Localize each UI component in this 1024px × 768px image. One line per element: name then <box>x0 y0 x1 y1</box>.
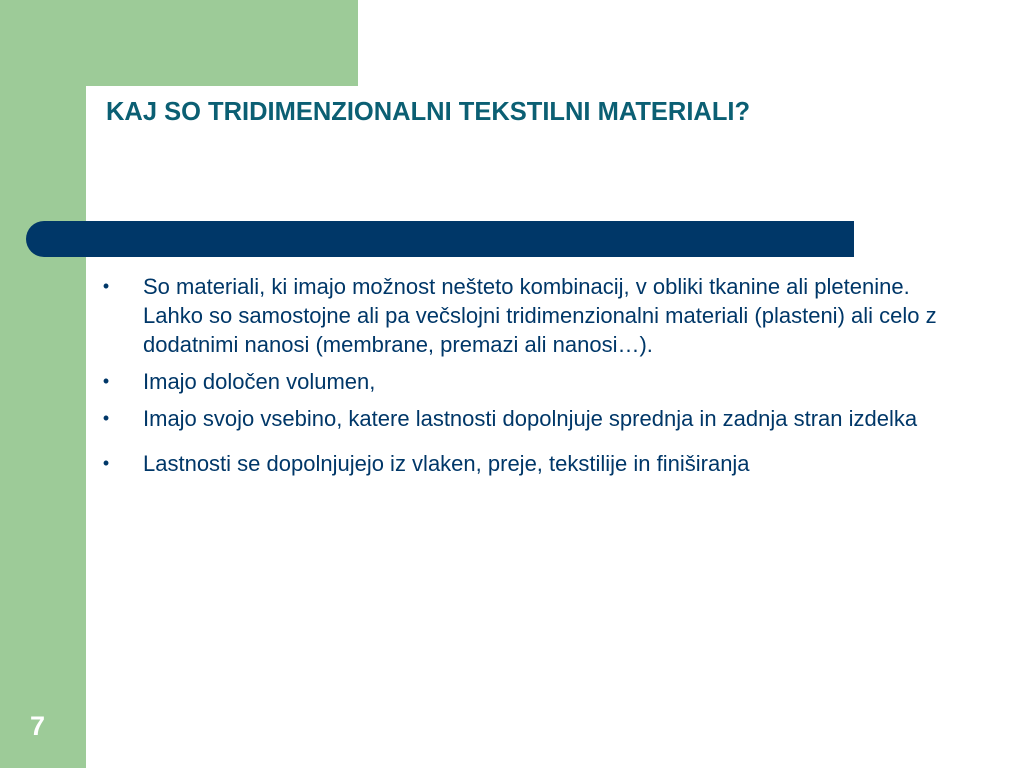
slide-title: KAJ SO TRIDIMENZIONALNI TEKSTILNI MATERIALI? <box>106 98 751 126</box>
slide-page-number: 7 <box>30 711 46 741</box>
bullet-item <box>100 404 950 433</box>
bullet-text: Imajo svojo vsebino, katere lastnosti dopolnjuje sprednja in zadnja stran izdelka <box>143 406 918 431</box>
bullet-item <box>100 272 950 359</box>
bullet-icon: • <box>102 371 110 391</box>
bullet-icon: • <box>102 408 110 428</box>
bullet-icon: • <box>102 453 110 473</box>
title-accent-bar <box>26 221 854 257</box>
bullet-text: Lastnosti se dopolnjujejo iz vlaken, preje, tekstilije in finiširanja <box>143 451 750 476</box>
top-green-band <box>0 0 358 86</box>
slide-bullet-list <box>100 272 950 486</box>
bullet-text: Imajo določen volumen, <box>143 369 376 394</box>
bullet-icon: • <box>102 276 110 296</box>
bullet-item <box>100 367 950 396</box>
bullet-text: So materiali, ki imajo možnost nešteto kombinacij, v obliki tkanine ali pletenine. Lahko so samostojne ali pa večslojni tridimenzionalni materiali (plasteni) ali celo z dodatnimi nanosi (membrane, premazi ali nanosi…). <box>143 274 937 357</box>
bullet-item <box>100 449 950 478</box>
left-green-band <box>0 0 86 768</box>
